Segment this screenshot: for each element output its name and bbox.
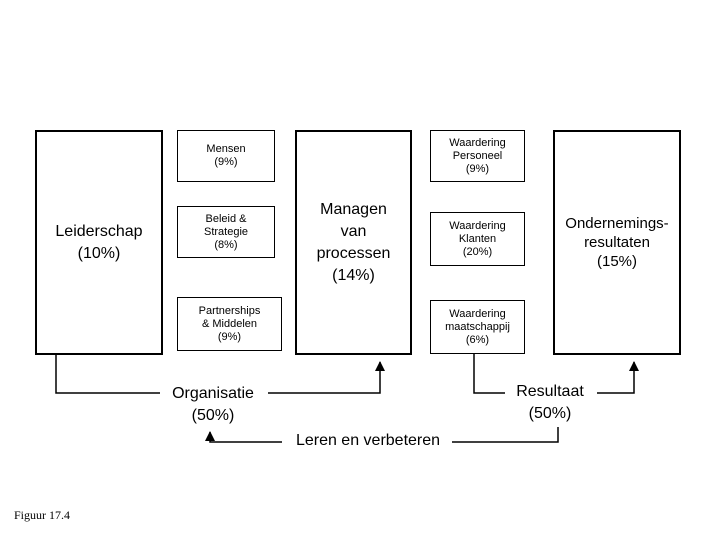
personeel-label-line-3: (9%) xyxy=(465,162,490,175)
klanten-label-line-2: Klanten xyxy=(458,232,497,245)
organisatie-label-line-2: (50%) xyxy=(191,407,235,424)
partnerships-middelen-box xyxy=(177,297,282,351)
waardering-klanten-box xyxy=(430,212,525,266)
maatschappij-label-line-3: (6%) xyxy=(465,333,490,346)
leren-verbeteren-label xyxy=(284,430,452,452)
beleid-strategie-box xyxy=(177,206,275,258)
mensen-label-line-2: (9%) xyxy=(214,156,238,168)
maatschappij-label-line-2: maatschappij xyxy=(445,320,510,333)
leren-verbeteren-text: Leren en verbeteren xyxy=(295,432,441,449)
ondernemingsresultaten-box xyxy=(553,130,681,355)
processen-label-line-3: processen xyxy=(316,244,391,262)
maatschappij-label-line-1: Waardering xyxy=(449,307,506,320)
organisatie-label-line-1: Organisatie xyxy=(172,385,254,402)
resultaat-right-arrow xyxy=(597,362,634,393)
personeel-label-line-1: Waardering xyxy=(449,136,506,149)
leiderschap-box xyxy=(35,130,163,355)
mensen-label-line-1: Mensen xyxy=(206,143,246,155)
waardering-personeel-box xyxy=(430,130,525,182)
ondernemingsresultaten-label-line-3: (15%) xyxy=(596,253,637,270)
processen-label-line-2: van xyxy=(340,222,367,240)
ondernemingsresultaten-label-line-2: resultaten xyxy=(584,234,650,251)
personeel-label-line-2: Personeel xyxy=(452,149,503,162)
partnerships-label-line-2: & Middelen xyxy=(201,317,258,330)
feedback-right-connector xyxy=(452,427,558,442)
partnerships-label-line-1: Partnerships xyxy=(198,304,261,317)
klanten-label-line-3: (20%) xyxy=(462,245,493,258)
mensen-box xyxy=(177,130,275,182)
beleid-label-line-1: Beleid & xyxy=(205,212,247,225)
organisatie-left-connector xyxy=(56,354,160,393)
partnerships-label-line-3: (9%) xyxy=(217,330,242,343)
processen-label-line-4: (14%) xyxy=(332,266,375,284)
managen-processen-box xyxy=(295,130,412,355)
klanten-label-line-1: Waardering xyxy=(449,219,506,232)
organisatie-group-label xyxy=(155,383,271,427)
feedback-left-arrow xyxy=(210,432,282,442)
processen-label-line-1: Managen xyxy=(320,200,387,218)
ondernemingsresultaten-label-line-1: Ondernemings- xyxy=(565,215,669,232)
resultaat-label-line-2: (50%) xyxy=(528,405,572,422)
leiderschap-label-line-2: (10%) xyxy=(77,244,121,262)
leiderschap-label-line-1: Leiderschap xyxy=(55,222,143,240)
resultaat-group-label xyxy=(500,381,600,425)
beleid-label-line-2: Strategie xyxy=(203,225,249,238)
beleid-label-line-3: (8%) xyxy=(214,238,238,251)
organisatie-right-arrow xyxy=(268,362,380,393)
resultaat-label-line-1: Resultaat xyxy=(516,383,584,400)
figure-caption: Figuur 17.4 xyxy=(14,508,71,522)
waardering-maatschappij-box xyxy=(430,300,525,354)
